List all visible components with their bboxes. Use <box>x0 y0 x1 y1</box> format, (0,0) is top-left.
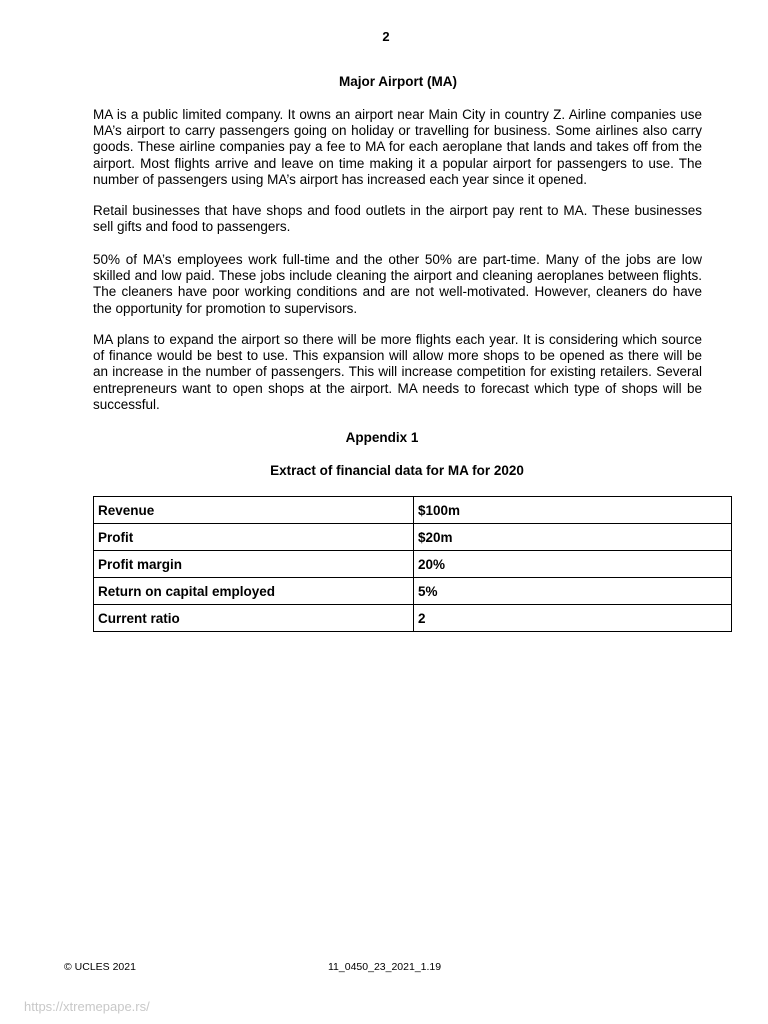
row-value: $100m <box>414 497 732 524</box>
row-value: 5% <box>414 578 732 605</box>
table-row <box>94 605 732 632</box>
row-label: Profit <box>94 524 414 551</box>
table-row <box>94 578 732 605</box>
watermark-url: https://xtremepape.rs/ <box>24 999 150 1014</box>
page-title: Major Airport (MA) <box>339 74 457 89</box>
financial-data-table <box>93 496 732 632</box>
appendix-subtitle: Extract of financial data for MA for 2020 <box>270 463 524 478</box>
table-row <box>94 551 732 578</box>
footer-document-code: 11_0450_23_2021_1.19 <box>328 961 442 973</box>
footer-copyright: © UCLES 2021 <box>64 961 136 973</box>
paragraph-employees: 50% of MA’s employees work full-time and the other 50% are part-time. Many of the jobs are low skilled and low paid. These jobs include cleaning the airport and cleaning aeroplanes between flights. The cleaners have poor working conditions and are not well-motivated. However, cleaners do have the opportunity for promotion to supervisors. <box>93 252 702 316</box>
paragraph-expansion-plans: MA plans to expand the airport so there will be more flights each year. It is considering which source of finance would be best to use. This expansion will allow more shops to be opened as there will be an increase in the number of passengers. This will increase competition for existing retailers. Several entrepreneurs want to open shops at the airport. MA needs to forecast which type of shops will be successful. <box>93 332 702 412</box>
paragraph-retail-businesses: Retail businesses that have shops and food outlets in the airport pay rent to MA. These businesses sell gifts and food to passengers. <box>93 203 702 235</box>
page-number: 2 <box>382 29 390 44</box>
row-value: 20% <box>414 551 732 578</box>
row-value: 2 <box>414 605 732 632</box>
row-label: Revenue <box>94 497 414 524</box>
row-label: Return on capital employed <box>94 578 414 605</box>
row-label: Current ratio <box>94 605 414 632</box>
appendix-title: Appendix 1 <box>345 430 419 445</box>
table-row <box>94 524 732 551</box>
paragraph-company-overview: MA is a public limited company. It owns an airport near Main City in country Z. Airline companies use MA’s airport to carry passengers going on holiday or travelling for business. Some airlines also carry goods. These airline companies pay a fee to MA for each aeroplane that lands and takes off from the airport. Most flights arrive and leave on time making it a popular airport for passengers to use. The number of passengers using MA’s airport has increased each year since it opened. <box>93 107 702 187</box>
table-row <box>94 497 732 524</box>
row-label: Profit margin <box>94 551 414 578</box>
row-value: $20m <box>414 524 732 551</box>
